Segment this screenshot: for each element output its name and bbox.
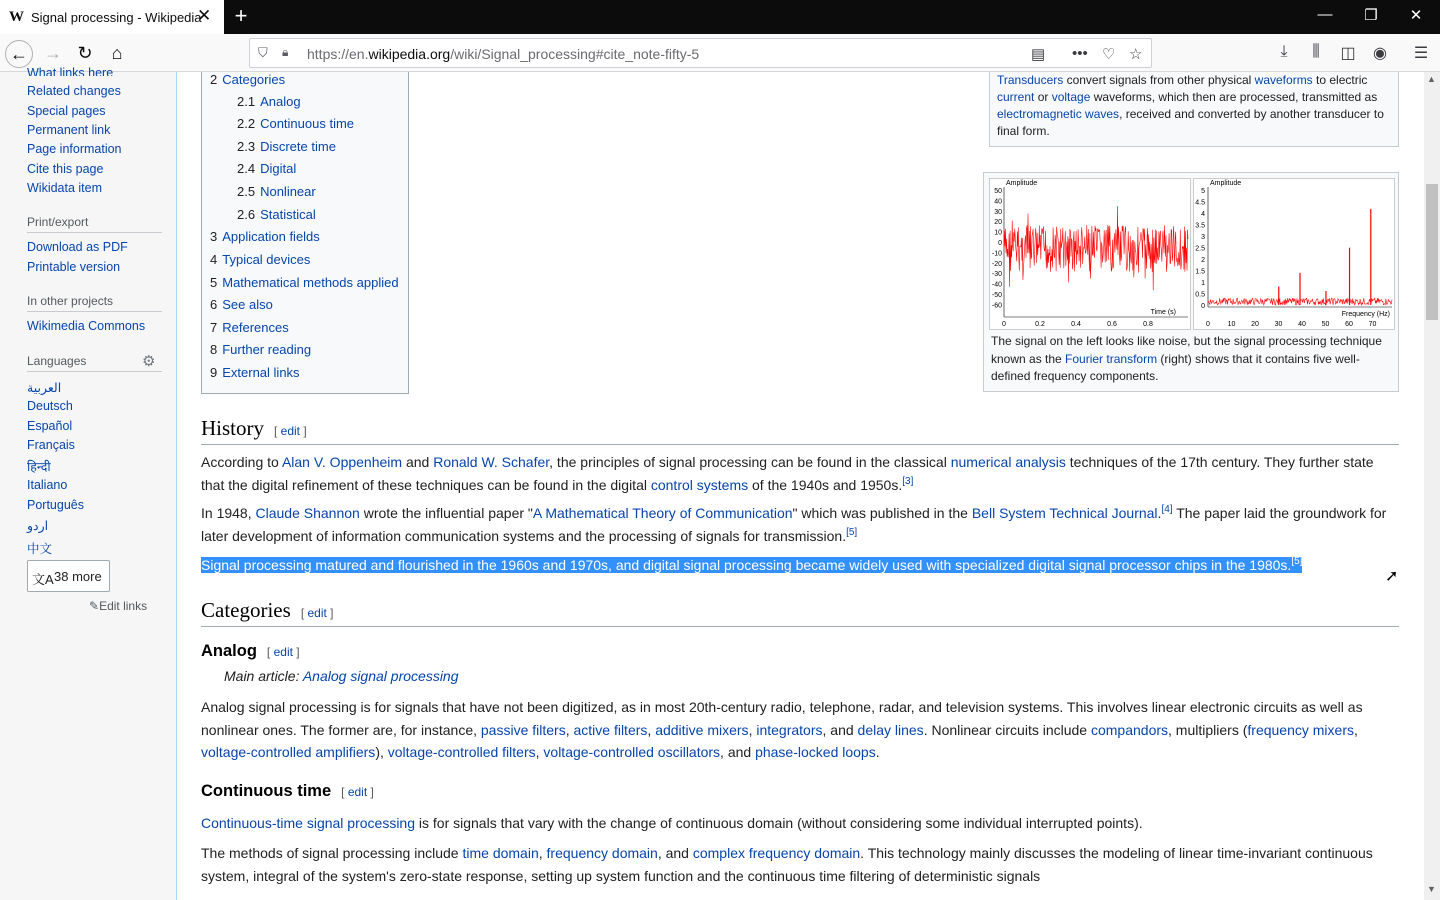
text: Signal processing matured and flourished in the 1960s and 1970s, and digital signal processing became widely used with specialized digital signal processor chips in the 1980s. (201, 557, 1292, 573)
text: , and (822, 721, 858, 738)
link-claude-shannon[interactable]: Claude Shannon (255, 505, 360, 521)
link-voltage[interactable]: voltage (1051, 90, 1091, 104)
text: " which was published in the (792, 505, 972, 521)
text: Analog signal processing is for signals that have not been digitized, as in most 20th-century radio, telephone, radar, and television systems. This involves linear electronic circuits as well as nonlinear ones. The former are, for instance, (201, 699, 1363, 738)
link[interactable]: phase-locked loops (755, 744, 876, 760)
y-tick-label: -20 (991, 260, 1002, 268)
library-icon[interactable]: ⫼ (1312, 43, 1320, 60)
y-tick-label: 1 (1201, 280, 1205, 287)
frequency-domain-plot-image[interactable] (1193, 178, 1395, 330)
y-axis-label: Amplitude (1006, 180, 1038, 187)
y-tick-label: 4.5 (1195, 199, 1205, 207)
sidebar-toggle-icon[interactable]: ◫ (1340, 45, 1356, 62)
sidebar-link-permanent-link[interactable]: Permanent link (27, 123, 111, 137)
language-link[interactable]: Español (27, 419, 73, 433)
y-tick-label: -10 (991, 250, 1002, 258)
language-link[interactable]: Português (27, 498, 84, 512)
print-export-heading: Print/export (27, 215, 89, 229)
caption-text: waveforms, which then are processed, transmitted as (1090, 90, 1378, 104)
new-tab-icon[interactable]: + (234, 3, 248, 28)
edit-links-label: Edit links (99, 599, 148, 613)
caption-text: or (1034, 90, 1052, 104)
toc-item[interactable]: 9 External links (210, 365, 300, 380)
tab-title: Signal processing - Wikipedia (31, 10, 202, 25)
sidebar-link-wikidata-item[interactable]: Wikidata item (27, 181, 103, 195)
text: , and (657, 845, 693, 861)
subsection-heading-continuous-time (201, 782, 374, 801)
link[interactable]: delay lines (857, 721, 924, 738)
toc-item[interactable]: 6 See also (210, 297, 273, 312)
x-axis-label: Frequency (Hz) (1341, 311, 1390, 318)
language-settings-gear-icon[interactable]: ⚙ (142, 353, 156, 370)
y-tick-label: 10 (994, 229, 1002, 237)
translate-icon: 文A (32, 572, 54, 587)
wikipedia-favicon-icon: W (9, 9, 24, 25)
continuous-paragraph-1 (201, 812, 1399, 835)
y-tick-label: 40 (994, 198, 1002, 206)
text: , and (720, 744, 756, 760)
pocket-icon[interactable]: ♡ (1102, 46, 1116, 63)
x-tick-label: 0.6 (1107, 321, 1117, 328)
link[interactable]: passive filters (480, 721, 566, 738)
language-link[interactable]: Italiano (27, 478, 68, 492)
y-tick-label: 0.5 (1195, 291, 1205, 299)
time-domain-plot (990, 179, 1190, 329)
link-control-systems[interactable]: control systems (650, 476, 749, 493)
fourier-figure-box (983, 172, 1399, 392)
divider (27, 311, 162, 312)
text: . Nonlinear circuits include (923, 721, 1091, 738)
language-link[interactable]: اردو (27, 519, 49, 533)
page-actions-icon[interactable]: ••• (1072, 45, 1088, 62)
account-icon[interactable]: ◉ (1373, 45, 1387, 62)
edit-link-continuous[interactable]: [ edit ] (341, 785, 374, 799)
y-tick-label: 0 (998, 240, 1002, 247)
section-heading-history (201, 416, 1399, 445)
history-paragraph-3-selected (201, 554, 1399, 577)
y-tick-label: -40 (991, 281, 1002, 289)
x-tick-label: 60 (1345, 321, 1353, 328)
home-icon[interactable]: ⌂ (111, 43, 123, 63)
text: , multipliers ( (1168, 721, 1248, 738)
history-paragraph-2 (201, 502, 1399, 547)
citation-ref[interactable]: [4] (1161, 504, 1173, 515)
citation-ref[interactable]: [3] (902, 475, 914, 487)
link-transducers[interactable]: Transducers (997, 73, 1064, 87)
sidebar-link-printable-version[interactable]: Printable version (27, 260, 121, 274)
toc-item[interactable]: 7 References (210, 320, 289, 335)
link-mathematical-theory[interactable]: A Mathematical Theory of Communication (532, 505, 793, 521)
minimize-icon[interactable]: — (1317, 6, 1333, 23)
x-tick-label: 0.2 (1035, 321, 1045, 328)
frequency-domain-plot (1194, 179, 1394, 329)
toc-item[interactable]: 2.1 Analog (237, 94, 301, 109)
y-tick-label: 1.5 (1195, 268, 1205, 276)
toc-item[interactable]: 5 Mathematical methods applied (210, 275, 399, 290)
restore-icon[interactable]: ❐ (1364, 7, 1378, 24)
text: is for signals that vary with the change of continuous domain (without considering some individual interrupted points). (415, 815, 1143, 831)
toc-item[interactable]: 2 Categories (210, 72, 286, 87)
continuous-heading-text: Continuous time (201, 782, 332, 800)
text: . This technology mainly discusses the modeling of linear time-invariant continuous system, integral of the system's zero-state response, setting up system function and the continuous time filtering of deterministic signals (201, 845, 1373, 884)
toc-item[interactable]: 2.5 Nonlinear (237, 184, 316, 199)
link[interactable]: compandors (1090, 721, 1169, 738)
scroll-down-arrow-icon[interactable]: ▼ (1427, 884, 1436, 894)
y-tick-label: 4 (1201, 211, 1205, 218)
link-complex-frequency-domain[interactable]: complex frequency domain (692, 845, 861, 861)
url-text[interactable]: https://en.wikipedia.org/wiki/Signal_processing#cite_note-fifty-5 (307, 46, 700, 62)
divider (27, 232, 162, 233)
text: , (748, 721, 757, 738)
back-arrow-icon[interactable]: ← (5, 40, 33, 68)
toc-item[interactable]: 2.2 Continuous time (237, 116, 355, 131)
sidebar-link-cite-this-page[interactable]: Cite this page (27, 162, 104, 176)
toc-item[interactable]: 2.6 Statistical (237, 207, 316, 222)
edit-link-text[interactable]: edit (347, 785, 368, 799)
caption-text: convert signals from other physical (1063, 73, 1255, 87)
x-tick-label: 70 (1368, 321, 1377, 328)
citation-ref[interactable]: [5] (1291, 556, 1303, 567)
y-tick-label: -30 (991, 271, 1002, 279)
sidebar-link-download-pdf[interactable]: Download as PDF (27, 240, 128, 254)
x-tick-label: 0 (1002, 321, 1006, 328)
sidebar-link-related-changes[interactable]: Related changes (27, 84, 121, 98)
more-languages-label: 38 more (54, 569, 102, 584)
forward-arrow-icon[interactable]: → (44, 43, 62, 63)
subsection-heading-analog (201, 642, 300, 661)
link-oppenheim[interactable]: Alan V. Oppenheim (281, 454, 403, 470)
link-analog-signal-processing[interactable]: Analog signal processing (302, 668, 459, 684)
section-heading-categories (201, 598, 1399, 627)
time-domain-plot-image[interactable] (989, 178, 1191, 330)
link-schafer[interactable]: Ronald W. Schafer (433, 454, 550, 470)
caption-text: , received and converted by another transducer to final form. (997, 107, 1384, 138)
link-frequency-domain[interactable]: frequency domain (546, 845, 658, 861)
caption-text: (right) shows that it contains five well-defined frequency components. (991, 351, 1360, 383)
continuous-paragraph-2 (201, 842, 1399, 887)
link-time-domain[interactable]: time domain (462, 845, 539, 861)
toc-item[interactable]: 8 Further reading (210, 342, 312, 357)
text: of the 1940s and 1950s. (748, 476, 903, 493)
x-tick-label: 0.4 (1071, 321, 1081, 328)
x-tick-label: 0 (1206, 321, 1210, 328)
y-tick-label: 5 (1201, 188, 1205, 195)
link[interactable]: integrators (756, 721, 823, 738)
x-tick-label: 0.8 (1143, 321, 1153, 328)
text: . (875, 744, 880, 760)
bookmark-star-icon[interactable]: ☆ (1129, 46, 1143, 63)
vertical-scrollbar[interactable] (1424, 72, 1440, 900)
analog-paragraph (201, 696, 1399, 764)
tracking-shield-icon[interactable]: ⛉ (258, 45, 268, 60)
link[interactable]: voltage-controlled amplifiers (201, 744, 376, 760)
noise-signal-line (1004, 206, 1188, 290)
sidebar-link-wikimedia-commons[interactable]: Wikimedia Commons (27, 319, 146, 333)
text: In 1948, (201, 505, 256, 521)
y-tick-label: 30 (994, 208, 1002, 216)
link[interactable]: voltage-controlled filters (387, 744, 536, 760)
text: , (1353, 721, 1358, 738)
y-axis-label: Amplitude (1210, 180, 1242, 187)
y-tick-label: 3.5 (1195, 222, 1205, 230)
link[interactable]: additive mixers (655, 721, 749, 738)
other-projects-heading: In other projects (27, 294, 114, 308)
x-tick-label: 30 (1274, 321, 1283, 328)
edit-links-link[interactable] (89, 599, 147, 613)
text: techniques of the 17th century. They further state that the digital refinement of these techniques can be found in the digital (201, 454, 1374, 493)
article-content (176, 72, 1424, 900)
toc-item[interactable]: 4 Typical devices (210, 252, 311, 267)
edit-link-analog[interactable]: [ edit ] (266, 645, 300, 659)
scrollbar-thumb[interactable] (1426, 184, 1438, 320)
analog-heading-text: Analog (201, 642, 257, 660)
link[interactable]: voltage-controlled oscillators (543, 744, 721, 760)
main-article-hatnote (224, 668, 459, 684)
history-paragraph-1 (201, 451, 1399, 496)
text: , (565, 721, 574, 738)
sidebar-link-page-information[interactable]: Page information (27, 142, 122, 156)
text: According to (201, 454, 282, 470)
scroll-up-arrow-icon[interactable]: ▲ (1427, 74, 1436, 84)
tab-bar (0, 0, 1440, 34)
text: . (1157, 505, 1162, 521)
url-bar[interactable] (249, 38, 1152, 68)
categories-heading-text: Categories (201, 598, 291, 622)
mouse-cursor-icon: ➚ (1385, 568, 1399, 585)
reader-view-icon[interactable]: ▤ (1031, 46, 1046, 63)
citation-ref[interactable]: [5] (846, 526, 858, 538)
x-tick-label: 50 (1321, 321, 1330, 328)
language-link[interactable]: हिन्दी (27, 460, 51, 474)
text: , (647, 721, 656, 738)
edit-link-text[interactable]: edit (307, 606, 327, 620)
y-tick-label: -50 (991, 292, 1002, 299)
sidebar (0, 66, 176, 900)
sidebar-link-what-links-here[interactable]: What links here (27, 66, 114, 76)
divider (27, 371, 162, 372)
lock-icon[interactable]: 🔒︎ (282, 45, 289, 59)
table-of-contents (201, 72, 409, 394)
figure-caption (991, 333, 1391, 386)
language-link[interactable]: Deutsch (27, 399, 73, 413)
pencil-icon: ✎ (89, 599, 100, 613)
hamburger-menu-icon[interactable]: ☰ (1413, 45, 1429, 62)
reload-icon[interactable]: ↻ (77, 43, 93, 63)
link[interactable]: active filters (573, 721, 648, 738)
hatnote-prefix: Main article: (224, 668, 303, 684)
y-tick-label: 3 (1201, 234, 1205, 241)
y-tick-label: 2 (1201, 257, 1205, 264)
caption-text: The signal on the left looks like noise, but the signal processing technique known as the (991, 334, 1382, 366)
y-tick-label: 0 (1201, 303, 1205, 310)
downloads-icon[interactable]: ⤓ (1280, 43, 1288, 60)
link-numerical-analysis[interactable]: numerical analysis (950, 454, 1066, 470)
link[interactable]: frequency mixers (1247, 721, 1354, 738)
text: , (535, 744, 544, 760)
x-tick-label: 20 (1251, 321, 1259, 328)
language-link[interactable]: Français (27, 438, 75, 452)
link-fourier-transform[interactable]: Fourier transform (1065, 351, 1158, 366)
toc-item[interactable]: 3 Application fields (210, 229, 320, 244)
link-waveforms[interactable]: waveforms (1254, 73, 1313, 87)
y-tick-label: 20 (994, 219, 1002, 227)
link-electromagnetic-waves[interactable]: electromagnetic waves (997, 107, 1120, 121)
toc-item[interactable]: 2.4 Digital (237, 161, 297, 176)
y-tick-label: 2.5 (1195, 245, 1205, 253)
edit-link-text[interactable]: edit (273, 645, 293, 659)
edit-link-history[interactable]: [ edit ] (274, 424, 307, 438)
link-current[interactable]: current (997, 90, 1035, 104)
transducer-caption-box (989, 72, 1399, 147)
x-tick-label: 40 (1298, 321, 1306, 328)
edit-link-text[interactable]: edit (280, 424, 301, 438)
selected-text[interactable] (201, 557, 1302, 573)
sidebar-link-special-pages[interactable]: Special pages (27, 104, 106, 118)
more-languages-button[interactable] (27, 560, 110, 592)
caption-text: to electric (1312, 73, 1368, 87)
languages-heading: Languages (27, 354, 87, 368)
toc-item[interactable]: 2.3 Discrete time (237, 139, 336, 154)
link-continuous-time[interactable]: Continuous-time signal processing (201, 815, 415, 831)
text: The paper laid the groundwork for later development of information communication systems and the processing of signals for transmission. (201, 505, 1387, 544)
y-tick-label: 50 (994, 188, 1002, 195)
language-link[interactable]: 中文 (27, 542, 53, 556)
text: wrote the influential paper " (359, 505, 533, 521)
y-tick-label: -60 (991, 302, 1002, 310)
tab-close-icon[interactable]: ✕ (197, 6, 212, 25)
nav-bar (0, 34, 1440, 72)
x-tick-label: 10 (1227, 321, 1236, 328)
tab-signal-processing[interactable] (0, 0, 224, 34)
history-heading-text: History (201, 416, 264, 440)
text: , the principles of signal processing can be found in the classical (549, 454, 951, 470)
text: The methods of signal processing include (201, 845, 463, 861)
text: and (402, 454, 434, 470)
window-close-icon[interactable]: ✕ (1409, 7, 1423, 24)
link-bell-journal[interactable]: Bell System Technical Journal (971, 505, 1158, 521)
language-link[interactable]: العربية (27, 381, 62, 395)
text: ), (375, 744, 388, 760)
text: , (538, 845, 547, 861)
edit-link-categories[interactable]: [ edit ] (300, 606, 334, 620)
x-axis-label: Time (s) (1150, 309, 1176, 316)
